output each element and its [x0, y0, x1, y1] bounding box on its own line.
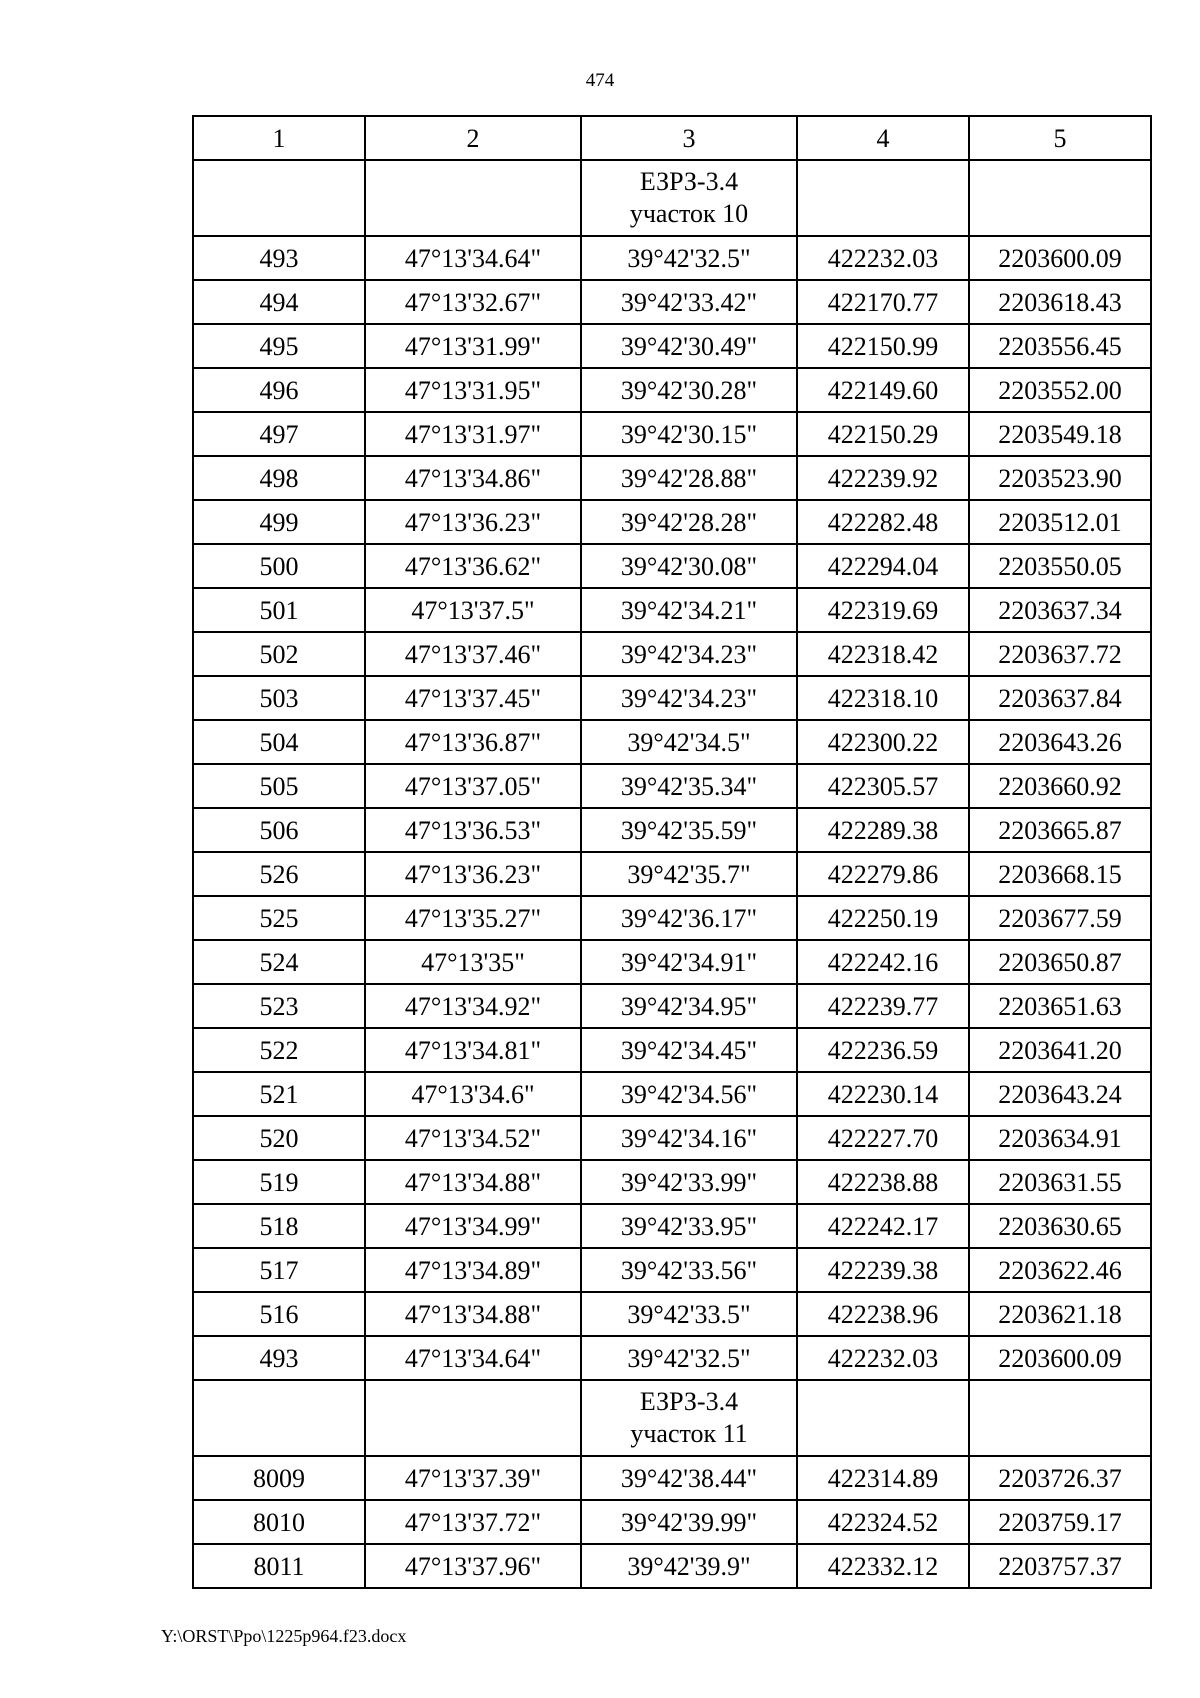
point-number-cell: 500	[193, 544, 365, 588]
x-coordinate-cell: 422232.03	[797, 1336, 969, 1380]
longitude-cell: 39°42'32.5"	[581, 1336, 797, 1380]
longitude-cell: 39°42'35.59"	[581, 808, 797, 852]
point-number-cell: 498	[193, 456, 365, 500]
x-coordinate-cell: 422294.04	[797, 544, 969, 588]
point-number-cell: 495	[193, 324, 365, 368]
longitude-cell: 39°42'33.99"	[581, 1160, 797, 1204]
y-coordinate-cell: 2203668.15	[969, 852, 1151, 896]
table-row	[193, 808, 1151, 852]
point-number-cell: 524	[193, 940, 365, 984]
zone-label: ЕЗРЗ-3.4	[639, 167, 739, 196]
longitude-cell: 39°42'34.21"	[581, 588, 797, 632]
latitude-cell: 47°13'34.86"	[365, 456, 581, 500]
latitude-cell: 47°13'36.23"	[365, 852, 581, 896]
section-row	[193, 160, 1151, 236]
x-coordinate-cell: 422242.17	[797, 1204, 969, 1248]
plot-label: участок 11	[630, 1419, 748, 1448]
x-coordinate-cell: 422242.16	[797, 940, 969, 984]
x-coordinate-cell: 422239.38	[797, 1248, 969, 1292]
column-header: 3	[581, 116, 797, 160]
y-coordinate-cell: 2203600.09	[969, 1336, 1151, 1380]
point-number-cell: 502	[193, 632, 365, 676]
table-row	[193, 896, 1151, 940]
section-title-cell	[581, 160, 797, 236]
y-coordinate-cell: 2203726.37	[969, 1456, 1151, 1500]
longitude-cell: 39°42'28.28"	[581, 500, 797, 544]
longitude-cell: 39°42'34.91"	[581, 940, 797, 984]
point-number-cell: 523	[193, 984, 365, 1028]
latitude-cell: 47°13'37.45"	[365, 676, 581, 720]
longitude-cell: 39°42'39.99"	[581, 1500, 797, 1544]
x-coordinate-cell: 422289.38	[797, 808, 969, 852]
table-row	[193, 1248, 1151, 1292]
x-coordinate-cell: 422318.10	[797, 676, 969, 720]
table-row	[193, 984, 1151, 1028]
page-number: 474	[585, 70, 615, 91]
latitude-cell: 47°13'37.5"	[365, 588, 581, 632]
x-coordinate-cell: 422150.29	[797, 412, 969, 456]
y-coordinate-cell: 2203621.18	[969, 1292, 1151, 1336]
latitude-cell: 47°13'37.72"	[365, 1500, 581, 1544]
longitude-cell: 39°42'28.88"	[581, 456, 797, 500]
x-coordinate-cell: 422232.03	[797, 236, 969, 280]
table-row	[193, 1456, 1151, 1500]
y-coordinate-cell: 2203523.90	[969, 456, 1151, 500]
y-coordinate-cell: 2203550.05	[969, 544, 1151, 588]
y-coordinate-cell: 2203512.01	[969, 500, 1151, 544]
y-coordinate-cell: 2203759.17	[969, 1500, 1151, 1544]
point-number-cell: 526	[193, 852, 365, 896]
x-coordinate-cell: 422236.59	[797, 1028, 969, 1072]
table-row	[193, 1028, 1151, 1072]
point-number-cell: 525	[193, 896, 365, 940]
latitude-cell: 47°13'36.62"	[365, 544, 581, 588]
point-number-cell: 499	[193, 500, 365, 544]
plot-label: участок 10	[629, 199, 749, 228]
x-coordinate-cell: 422279.86	[797, 852, 969, 896]
table-row	[193, 1204, 1151, 1248]
table-row	[193, 1544, 1151, 1588]
table-row	[193, 940, 1151, 984]
point-number-cell: 521	[193, 1072, 365, 1116]
longitude-cell: 39°42'35.7"	[581, 852, 797, 896]
table-row	[193, 1160, 1151, 1204]
longitude-cell: 39°42'36.17"	[581, 896, 797, 940]
point-number-cell: 493	[193, 1336, 365, 1380]
x-coordinate-cell: 422332.12	[797, 1544, 969, 1588]
y-coordinate-cell: 2203637.34	[969, 588, 1151, 632]
empty-cell	[797, 1380, 969, 1456]
x-coordinate-cell: 422239.92	[797, 456, 969, 500]
y-coordinate-cell: 2203600.09	[969, 236, 1151, 280]
table-row	[193, 236, 1151, 280]
point-number-cell: 8009	[193, 1456, 365, 1500]
footer-file-path: Y:\ORST\Ppo\1225p964.f23.docx	[161, 1626, 407, 1646]
longitude-cell: 39°42'30.28"	[581, 368, 797, 412]
latitude-cell: 47°13'34.6"	[365, 1072, 581, 1116]
table-row	[193, 632, 1151, 676]
table-row	[193, 324, 1151, 368]
point-number-cell: 518	[193, 1204, 365, 1248]
latitude-cell: 47°13'37.46"	[365, 632, 581, 676]
x-coordinate-cell: 422305.57	[797, 764, 969, 808]
latitude-cell: 47°13'37.05"	[365, 764, 581, 808]
table-row	[193, 1072, 1151, 1116]
longitude-cell: 39°42'33.95"	[581, 1204, 797, 1248]
longitude-cell: 39°42'33.56"	[581, 1248, 797, 1292]
table-row	[193, 1116, 1151, 1160]
empty-cell	[969, 160, 1151, 236]
x-coordinate-cell: 422227.70	[797, 1116, 969, 1160]
x-coordinate-cell: 422319.69	[797, 588, 969, 632]
coordinates-table	[192, 115, 1152, 1589]
section-row	[193, 1380, 1151, 1456]
y-coordinate-cell: 2203651.63	[969, 984, 1151, 1028]
point-number-cell: 505	[193, 764, 365, 808]
point-number-cell: 516	[193, 1292, 365, 1336]
table-row	[193, 412, 1151, 456]
point-number-cell: 493	[193, 236, 365, 280]
longitude-cell: 39°42'34.5"	[581, 720, 797, 764]
latitude-cell: 47°13'34.64"	[365, 1336, 581, 1380]
longitude-cell: 39°42'34.56"	[581, 1072, 797, 1116]
table-row	[193, 1500, 1151, 1544]
y-coordinate-cell: 2203631.55	[969, 1160, 1151, 1204]
latitude-cell: 47°13'34.88"	[365, 1292, 581, 1336]
y-coordinate-cell: 2203634.91	[969, 1116, 1151, 1160]
y-coordinate-cell: 2203665.87	[969, 808, 1151, 852]
latitude-cell: 47°13'37.96"	[365, 1544, 581, 1588]
x-coordinate-cell: 422149.60	[797, 368, 969, 412]
longitude-cell: 39°42'34.95"	[581, 984, 797, 1028]
table-row	[193, 280, 1151, 324]
latitude-cell: 47°13'35"	[365, 940, 581, 984]
table-row	[193, 720, 1151, 764]
column-header: 1	[193, 116, 365, 160]
y-coordinate-cell: 2203618.43	[969, 280, 1151, 324]
table-row	[193, 588, 1151, 632]
y-coordinate-cell: 2203622.46	[969, 1248, 1151, 1292]
latitude-cell: 47°13'32.67"	[365, 280, 581, 324]
x-coordinate-cell: 422250.19	[797, 896, 969, 940]
column-header: 2	[365, 116, 581, 160]
x-coordinate-cell: 422230.14	[797, 1072, 969, 1116]
point-number-cell: 519	[193, 1160, 365, 1204]
x-coordinate-cell: 422150.99	[797, 324, 969, 368]
longitude-cell: 39°42'30.49"	[581, 324, 797, 368]
empty-cell	[365, 1380, 581, 1456]
point-number-cell: 517	[193, 1248, 365, 1292]
point-number-cell: 497	[193, 412, 365, 456]
table-row	[193, 544, 1151, 588]
empty-cell	[193, 160, 365, 236]
longitude-cell: 39°42'34.45"	[581, 1028, 797, 1072]
empty-cell	[365, 160, 581, 236]
longitude-cell: 39°42'34.16"	[581, 1116, 797, 1160]
y-coordinate-cell: 2203643.24	[969, 1072, 1151, 1116]
table-row	[193, 1292, 1151, 1336]
empty-cell	[797, 160, 969, 236]
y-coordinate-cell: 2203643.26	[969, 720, 1151, 764]
x-coordinate-cell: 422170.77	[797, 280, 969, 324]
y-coordinate-cell: 2203552.00	[969, 368, 1151, 412]
point-number-cell: 496	[193, 368, 365, 412]
latitude-cell: 47°13'31.99"	[365, 324, 581, 368]
x-coordinate-cell: 422239.77	[797, 984, 969, 1028]
latitude-cell: 47°13'34.88"	[365, 1160, 581, 1204]
point-number-cell: 520	[193, 1116, 365, 1160]
point-number-cell: 504	[193, 720, 365, 764]
latitude-cell: 47°13'31.97"	[365, 412, 581, 456]
y-coordinate-cell: 2203630.65	[969, 1204, 1151, 1248]
latitude-cell: 47°13'34.99"	[365, 1204, 581, 1248]
point-number-cell: 8010	[193, 1500, 365, 1544]
table-row	[193, 456, 1151, 500]
x-coordinate-cell: 422238.88	[797, 1160, 969, 1204]
latitude-cell: 47°13'35.27"	[365, 896, 581, 940]
point-number-cell: 522	[193, 1028, 365, 1072]
x-coordinate-cell: 422282.48	[797, 500, 969, 544]
longitude-cell: 39°42'34.23"	[581, 632, 797, 676]
longitude-cell: 39°42'38.44"	[581, 1456, 797, 1500]
table-body	[193, 160, 1151, 1588]
x-coordinate-cell: 422324.52	[797, 1500, 969, 1544]
latitude-cell: 47°13'31.95"	[365, 368, 581, 412]
latitude-cell: 47°13'36.87"	[365, 720, 581, 764]
empty-cell	[193, 1380, 365, 1456]
point-number-cell: 501	[193, 588, 365, 632]
longitude-cell: 39°42'30.15"	[581, 412, 797, 456]
longitude-cell: 39°42'35.34"	[581, 764, 797, 808]
point-number-cell: 8011	[193, 1544, 365, 1588]
table-row	[193, 500, 1151, 544]
y-coordinate-cell: 2203637.84	[969, 676, 1151, 720]
y-coordinate-cell: 2203556.45	[969, 324, 1151, 368]
y-coordinate-cell: 2203549.18	[969, 412, 1151, 456]
table-row	[193, 852, 1151, 896]
latitude-cell: 47°13'36.53"	[365, 808, 581, 852]
longitude-cell: 39°42'32.5"	[581, 236, 797, 280]
section-title-cell	[581, 1380, 797, 1456]
point-number-cell: 494	[193, 280, 365, 324]
column-header: 4	[797, 116, 969, 160]
y-coordinate-cell: 2203650.87	[969, 940, 1151, 984]
table-row	[193, 676, 1151, 720]
longitude-cell: 39°42'30.08"	[581, 544, 797, 588]
latitude-cell: 47°13'34.81"	[365, 1028, 581, 1072]
latitude-cell: 47°13'34.92"	[365, 984, 581, 1028]
x-coordinate-cell: 422238.96	[797, 1292, 969, 1336]
zone-label: ЕЗРЗ-3.4	[639, 1387, 739, 1416]
y-coordinate-cell: 2203660.92	[969, 764, 1151, 808]
latitude-cell: 47°13'34.89"	[365, 1248, 581, 1292]
y-coordinate-cell: 2203757.37	[969, 1544, 1151, 1588]
point-number-cell: 503	[193, 676, 365, 720]
table-row	[193, 368, 1151, 412]
x-coordinate-cell: 422300.22	[797, 720, 969, 764]
longitude-cell: 39°42'39.9"	[581, 1544, 797, 1588]
latitude-cell: 47°13'37.39"	[365, 1456, 581, 1500]
y-coordinate-cell: 2203637.72	[969, 632, 1151, 676]
table-row	[193, 764, 1151, 808]
table-header-row	[193, 116, 1151, 160]
x-coordinate-cell: 422318.42	[797, 632, 969, 676]
latitude-cell: 47°13'36.23"	[365, 500, 581, 544]
latitude-cell: 47°13'34.52"	[365, 1116, 581, 1160]
y-coordinate-cell: 2203677.59	[969, 896, 1151, 940]
y-coordinate-cell: 2203641.20	[969, 1028, 1151, 1072]
x-coordinate-cell: 422314.89	[797, 1456, 969, 1500]
column-header: 5	[969, 116, 1151, 160]
table-row	[193, 1336, 1151, 1380]
longitude-cell: 39°42'33.42"	[581, 280, 797, 324]
longitude-cell: 39°42'34.23"	[581, 676, 797, 720]
point-number-cell: 506	[193, 808, 365, 852]
latitude-cell: 47°13'34.64"	[365, 236, 581, 280]
longitude-cell: 39°42'33.5"	[581, 1292, 797, 1336]
empty-cell	[969, 1380, 1151, 1456]
